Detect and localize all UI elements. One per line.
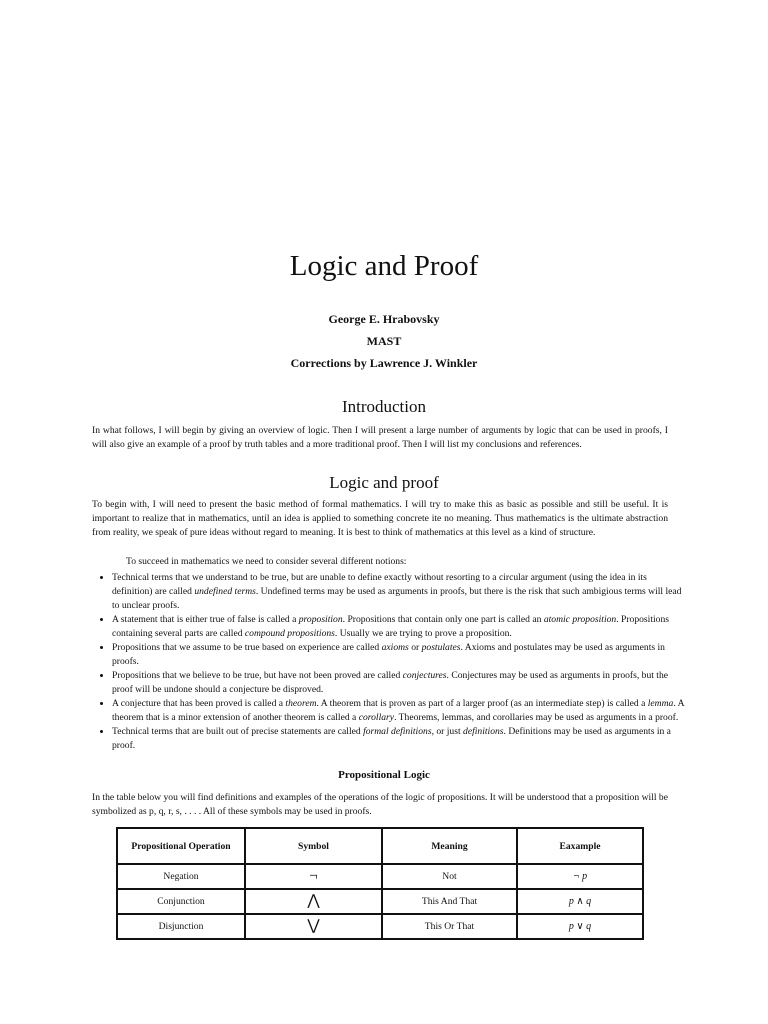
list-item: • Propositions that we believe to be true, but have not been proved are called conjectures. Conjectures may be used as arguments in proofs, but the proof will be undone should a conjecture be disproved. <box>112 669 688 697</box>
operations-table <box>116 827 644 940</box>
cell-meaning: This Or That <box>382 914 517 939</box>
cell-symbol: ⋁ <box>245 914 382 939</box>
cell-example: ¬ p <box>517 864 643 889</box>
table-row <box>117 914 643 939</box>
section-heading-introduction: Introduction <box>341 397 427 416</box>
corrections-credit: Corrections by Lawrence J. Winkler <box>290 356 478 370</box>
section-heading-logic-and-proof: Logic and proof <box>329 473 439 492</box>
list-item: • A conjecture that has been proved is called a theorem. A theorem that is proven as part of a larger proof (as an intermediate step) is called a lemma. A theorem that is a minor extension of another theorem is called a corollary. Theorems, lemmas, and corollaries may be used as arguments in a proof. <box>112 697 688 725</box>
cell-symbol: ⋀ <box>245 889 382 914</box>
organization: MAST <box>366 334 402 348</box>
list-item: • A statement that is either true of false is called a proposition. Propositions that contain only one part is called an atomic proposition. Propositions containing several parts are called compound propositions. Usually we are trying to prove a proposition. <box>112 613 688 641</box>
cell-symbol: ¬ <box>245 864 382 889</box>
header-example: Eaxample <box>517 828 643 864</box>
logic-paragraph: To begin with, I will need to present the basic method of formal mathematics. I will try to make this as basic as possible and still be useful. It is important to realize that in mathematics, until an idea is applied to something concrete ite no meaning. Thus mathematics is the ultimate abstraction from reality, we speak of pure ideas without regard to meaning. It is best to think of mathematics at this level as a kind of structure. <box>92 499 668 538</box>
list-item: • Technical terms that we understand to be true, but are unable to define exactly without resorting to a circular argument (using the idea in its definition) are called undefined terms. Undefined terms may be used as arguments in proofs, but there is the risk that such ambigious terms will lead to unclear proofs. <box>112 571 688 613</box>
cell-operation: Negation <box>117 864 245 889</box>
header-operation: Propositional Operation <box>117 828 245 864</box>
header-symbol: Symbol <box>245 828 382 864</box>
cell-operation: Disjunction <box>117 914 245 939</box>
notions-list <box>92 571 688 753</box>
table-header-row <box>117 828 643 864</box>
document-title: Logic and Proof <box>289 250 479 282</box>
table-row <box>117 889 643 914</box>
cell-meaning: Not <box>382 864 517 889</box>
subheading-propositional-logic: Propositional Logic <box>338 769 430 781</box>
header-meaning: Meaning <box>382 828 517 864</box>
cell-example: p ∧ q <box>517 889 643 914</box>
list-item: • Propositions that we assume to be true based on experience are called axioms or postulates. Axioms and postulates may be used as arguments in proofs. <box>112 641 688 669</box>
introduction-paragraph: In what follows, I will begin by giving an overview of logic. Then I will present a large number of arguments by logic that can be used in proofs, I will also give an example of a proof by truth tables and a more traditional proof. Then I will list my conclusions and references. <box>92 425 668 450</box>
cell-operation: Conjunction <box>117 889 245 914</box>
notions-intro: To succeed in mathematics we need to consider several different notions: <box>126 556 407 567</box>
cell-meaning: This And That <box>382 889 517 914</box>
author-name: George E. Hrabovsky <box>328 312 440 326</box>
cell-example: p ∨ q <box>517 914 643 939</box>
list-item: • Technical terms that are built out of precise statements are called formal definitions, or just definitions. Definitions may be used as arguments in a proof. <box>112 725 688 753</box>
propositional-paragraph: In the table below you will find definitions and examples of the operations of the logic of propositions. It will be understood that a proposition will be symbolized as p, q, r, s, . . . . All of these symbols may be used in proofs. <box>92 792 668 817</box>
table-row <box>117 864 643 889</box>
